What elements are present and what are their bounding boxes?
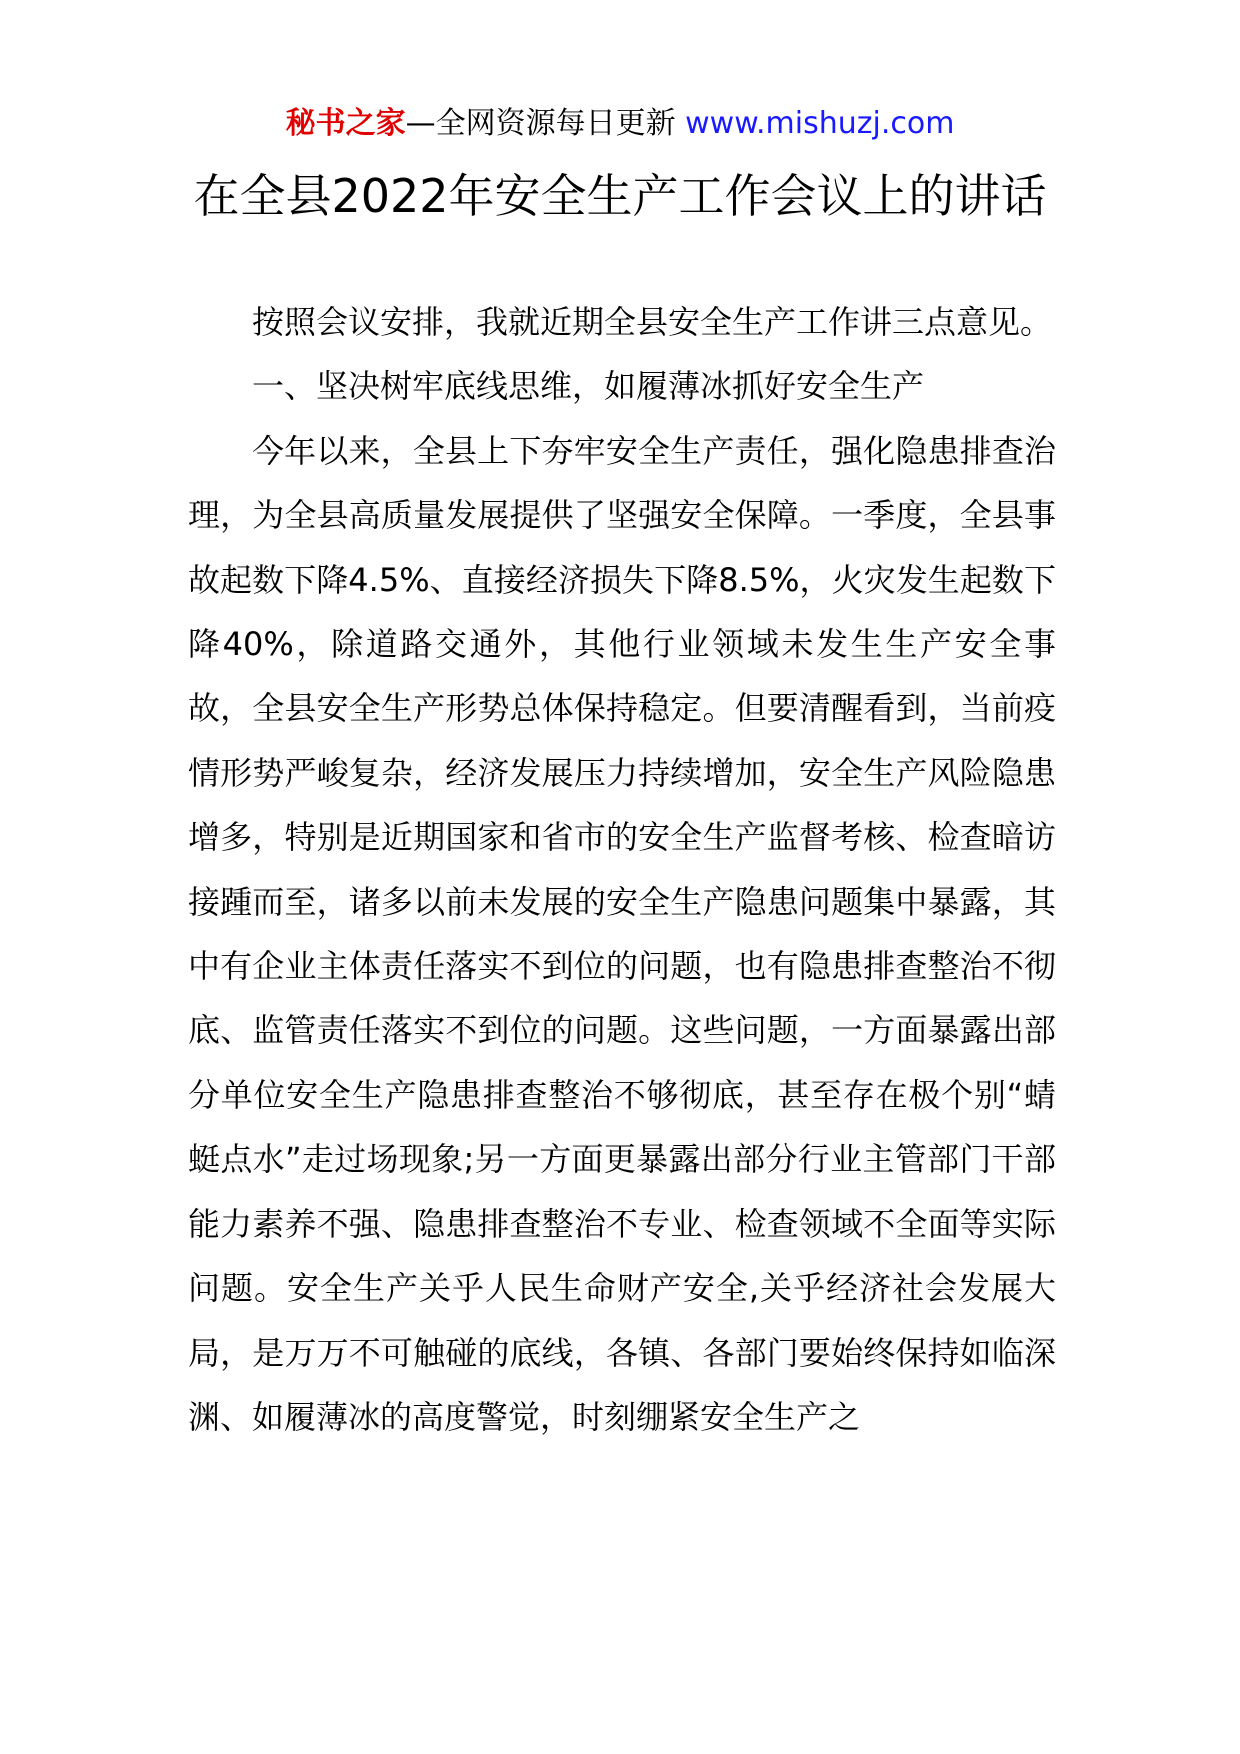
- site-url-link[interactable]: www.mishuzj.com: [685, 106, 955, 141]
- section-heading: 一、坚决树牢底线思维，如履薄冰抓好安全生产: [252, 367, 925, 406]
- document-title: 在全县2022年安全生产工作会议上的讲话: [193, 169, 1047, 223]
- site-tagline: —全网资源每日更新: [405, 106, 676, 141]
- intro-paragraph: 按照会议安排，我就近期全县安全生产工作讲三点意见。: [252, 303, 1053, 341]
- site-brand: 秘书之家: [285, 106, 406, 141]
- body-paragraph: 今年以来，全县上下夯牢安全生产责任，强化隐患排查治理，为全县高质量发展提供了坚强安全保障。一季度，全县事故起数下降4.5%、直接经济损失下降8.5%，火灾发生起数下降40%，除道路交通外，其他行业领域未发生生产安全事故，全县安全生产形势总体保持稳定。但要清醒看到，当前疫情形势严峻复杂，经济发展压力持续增加，安全生产风险隐患增多，特别是近期国家和省市的安全生产监督考核、检查暗访接踵而至，诸多以前未发展的安全生产隐患问题集中暴露，其中有企业主体责任落实不到位的问题，也有隐患排查整治不彻底、监管责任落实不到位的问题。这些问题，一方面暴露出部分单位安全生产隐患排查整治不够彻底，甚至存在极个别“蜻蜓点水”走过场现象;另一方面更暴露出部分行业主管部门干部能力素养不强、隐患排查整治不专业、检查领域不全面等实际问题。安全生产关乎人民生命财产安全,关乎经济社会发展大局，是万万不可触碰的底线，各镇、各部门要始终保持如临深渊、如履薄冰的高度警觉，时刻绷紧安全生产之: [188, 431, 1056, 1436]
- site-header: [0, 102, 1240, 146]
- document-body: [188, 290, 1056, 1449]
